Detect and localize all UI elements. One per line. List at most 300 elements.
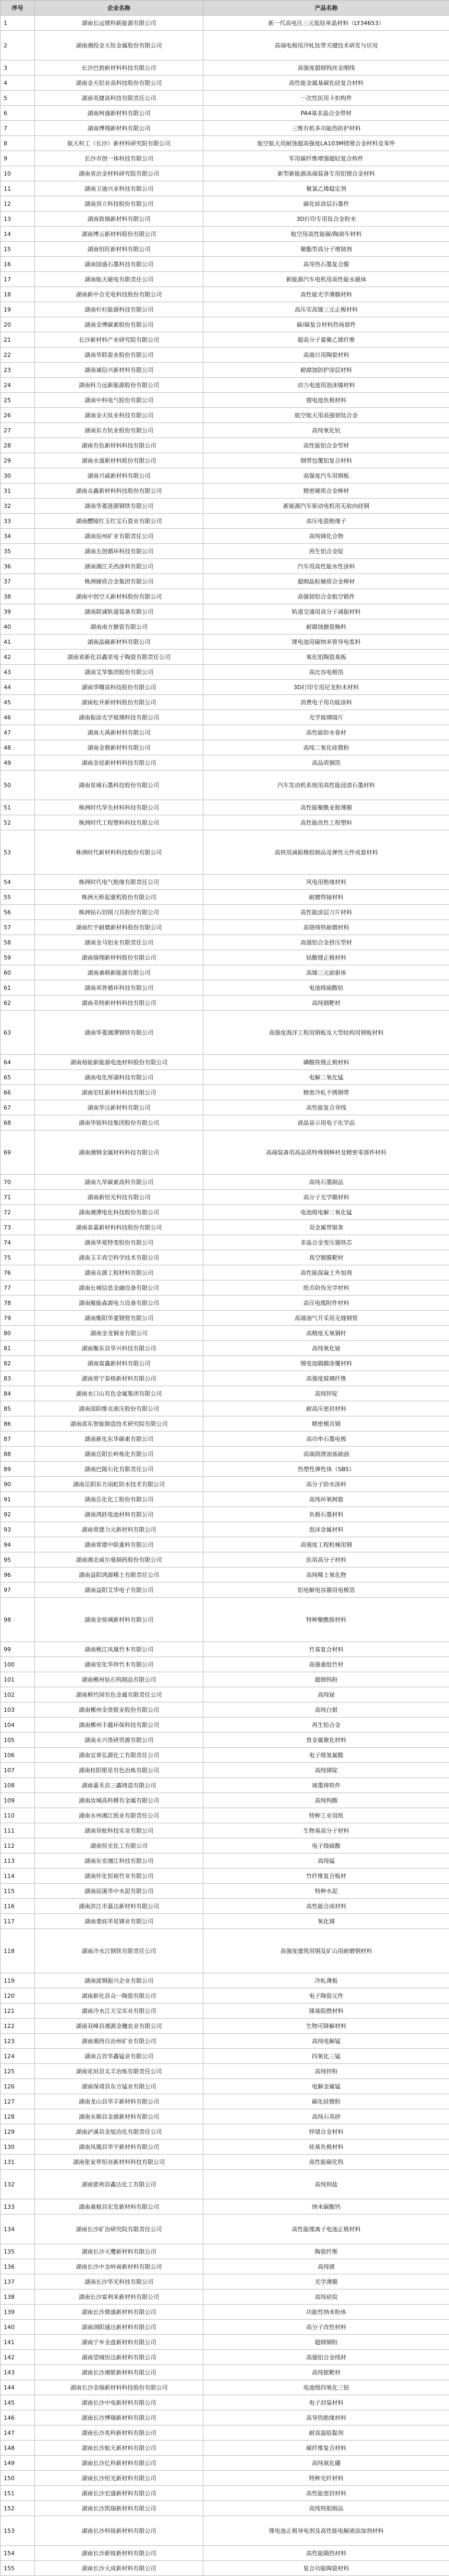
cell-product: 氧化锑 [203, 1914, 449, 1929]
cell-product: 高纯石墨制品 [203, 1175, 449, 1190]
table-row [1, 695, 449, 710]
cell-number: 44 [1, 680, 35, 695]
cell-number: 33 [1, 514, 35, 529]
table-row [1, 393, 449, 408]
cell-product: 高纯白银 [203, 1702, 449, 1718]
table-row [1, 438, 449, 453]
cell-product: 耐高压密封材料 [203, 1401, 449, 1416]
table-row [1, 2486, 449, 2501]
cell-number: 105 [1, 1733, 35, 1748]
cell-number: 117 [1, 1914, 35, 1929]
cell-company: 湖南益阳艾华电子有限公司 [35, 1583, 203, 1598]
cell-number: 34 [1, 529, 35, 544]
table-row [1, 2546, 449, 2561]
cell-company: 湖南岳化化工股份有限公司 [35, 1492, 203, 1507]
cell-company: 株洲硬质合金集团有限公司 [35, 574, 203, 589]
cell-product: 双金属带锯条 [203, 1220, 449, 1235]
table-row [1, 2441, 449, 2456]
cell-number: 29 [1, 453, 35, 468]
cell-product: 高纯氮化硼 [203, 2456, 449, 2471]
cell-number: 75 [1, 1250, 35, 1265]
cell-product: 高性能改性工程塑料 [203, 815, 449, 830]
cell-number: 127 [1, 2094, 35, 2109]
table-row [1, 468, 449, 483]
table-row [1, 1492, 449, 1507]
table-row [1, 1687, 449, 1702]
cell-company: 湖南柯盛新材料有限公司 [35, 106, 203, 121]
table-row [1, 2034, 449, 2049]
cell-product: 生物基高分子材料 [203, 1823, 449, 1838]
cell-product: 高纯锗 [203, 2259, 449, 2274]
table-row [1, 740, 449, 755]
cell-company: 湖南桑顿新能源有限公司 [35, 965, 203, 980]
cell-number: 47 [1, 725, 35, 740]
cell-number: 130 [1, 2139, 35, 2155]
table-row [1, 1642, 449, 1657]
cell-number: 94 [1, 1537, 35, 1552]
table-row [1, 980, 449, 995]
table-row [1, 2516, 449, 2546]
header-company: 企业名称 [35, 1, 203, 16]
cell-company: 湖南邦普循环科技有限公司 [35, 980, 203, 995]
cell-product: 精密冷轧不锈钢带 [203, 1085, 449, 1100]
table-row [1, 2003, 449, 2019]
table-row [1, 1205, 449, 1220]
cell-product: 液晶显示用电子化学品 [203, 1115, 449, 1130]
table-row [1, 619, 449, 634]
cell-number: 152 [1, 2501, 35, 2516]
table-row [1, 499, 449, 514]
cell-company: 湖南恒旺新材料有限公司 [35, 242, 203, 257]
cell-product: 高性能光学薄膜材料 [203, 287, 449, 302]
cell-product: 三维有机多功能热防护材料 [203, 121, 449, 136]
cell-number: 136 [1, 2259, 35, 2274]
cell-company: 湖南洪江市嘉达新材料有限公司 [35, 1899, 203, 1914]
cell-product: 再生铝合金锭 [203, 544, 449, 559]
table-row [1, 1011, 449, 1055]
table-row [1, 1507, 449, 1522]
cell-product: 磷酸铁锂正极材料 [203, 1055, 449, 1070]
cell-company: 湖南致瑞新材料有限公司 [35, 211, 203, 227]
table-row [1, 815, 449, 830]
cell-product: 高纯氧化钪 [203, 423, 449, 438]
cell-product: 贵金属催化材料 [203, 1733, 449, 1748]
cell-company: 湖南冷水江钢铁有限责任公司 [35, 1929, 203, 1973]
cell-company: 湖南新化东华碳素有限公司 [35, 1432, 203, 1447]
table-row [1, 1763, 449, 1778]
cell-product: 高纯硅烷 [203, 2289, 449, 2305]
table-row [1, 1853, 449, 1869]
cell-product: 高铁用减振橡胶制品及弹性元件成套材料 [203, 830, 449, 875]
cell-company: 湖南郴州钻石钨制品有限公司 [35, 1672, 203, 1687]
cell-company: 湖南永盛新材料股份有限公司 [35, 453, 203, 468]
cell-number: 72 [1, 1205, 35, 1220]
table-row [1, 950, 449, 965]
table-row [1, 514, 449, 529]
cell-number: 76 [1, 1265, 35, 1280]
cell-number: 143 [1, 2365, 35, 2380]
cell-number: 153 [1, 2516, 35, 2546]
cell-number: 86 [1, 1416, 35, 1432]
cell-company: 湖南众源工程材料有限公司 [35, 1265, 203, 1280]
table-row [1, 1115, 449, 1130]
cell-product: 特种聚酰胺材料 [203, 1598, 449, 1642]
table-row [1, 2139, 449, 2155]
cell-company: 湖南长沙航天新材料有限公司 [35, 2441, 203, 2456]
cell-company: 湖南长沙鼎盛新材料有限公司 [35, 2305, 203, 2320]
table-row [1, 604, 449, 619]
cell-product: 锌锗合金材料 [203, 2124, 449, 2139]
cell-product: 高纯锌粉 [203, 2064, 449, 2079]
table-row [1, 1070, 449, 1085]
cell-number: 110 [1, 1808, 35, 1823]
cell-company: 湖南泸溪县金旭冶化有限责任公司 [35, 2124, 203, 2139]
cell-company: 湖南涟钢振兴企业有限公司 [35, 1973, 203, 1988]
cell-product: 负极石墨材料 [203, 1507, 449, 1522]
cell-product: 高分子防水涂料 [203, 1477, 449, 1492]
cell-product: 高强度工程机械用钢 [203, 1537, 449, 1552]
table-row [1, 16, 449, 31]
cell-company: 湖南衡阳华菱钢管有限公司 [35, 1311, 203, 1326]
cell-company: 湖南湘潭电化科技股份有限公司 [35, 1205, 203, 1220]
table-row [1, 2320, 449, 2335]
cell-product: 竹纤维复合板材 [203, 1869, 449, 1884]
table-row [1, 1280, 449, 1296]
cell-company: 湖南长沙博瑞新材料有限公司 [35, 2410, 203, 2425]
table-row [1, 1477, 449, 1492]
cell-company: 湖南博云新材料股份有限公司 [35, 227, 203, 242]
cell-number: 2 [1, 31, 35, 60]
table-row [1, 332, 449, 347]
table-row [1, 2109, 449, 2124]
cell-product: 碳化硅涂层石墨件 [203, 196, 449, 211]
cell-company: 湖南大禹新材料有限公司 [35, 725, 203, 740]
table-row [1, 755, 449, 770]
cell-number: 120 [1, 1988, 35, 2003]
cell-product: 碳化硅微粉 [203, 2094, 449, 2109]
cell-number: 35 [1, 544, 35, 559]
cell-number: 38 [1, 589, 35, 604]
table-row [1, 1356, 449, 1371]
table-row [1, 920, 449, 935]
cell-company: 湖南永顺县金源新材料有限公司 [35, 2109, 203, 2124]
cell-product: 铝电解电容器用电极箔 [203, 1583, 449, 1598]
cell-number: 107 [1, 1763, 35, 1778]
cell-number: 118 [1, 1929, 35, 1973]
cell-number: 149 [1, 2456, 35, 2471]
cell-company: 湖南长沙华光科技有限公司 [35, 2274, 203, 2289]
table-row [1, 1265, 449, 1280]
cell-number: 116 [1, 1899, 35, 1914]
cell-number: 41 [1, 634, 35, 650]
cell-product: 冷轧薄板 [203, 1973, 449, 1988]
table-row [1, 2456, 449, 2471]
cell-product: 复合功能陶瓷材料 [203, 2561, 449, 2576]
cell-company: 湖南金天铝业高科技股份有限公司 [35, 76, 203, 91]
cell-number: 68 [1, 1115, 35, 1130]
cell-product: 一次性医用卡扣构件 [203, 91, 449, 106]
table-row [1, 634, 449, 650]
cell-product: 新型新能源高端装备专用铝锂合金材料 [203, 166, 449, 181]
cell-product: 电子陶瓷元件 [203, 1988, 449, 2003]
cell-number: 21 [1, 332, 35, 347]
cell-product: 军用碳纤维增强超轻复合构件 [203, 151, 449, 166]
cell-number: 45 [1, 695, 35, 710]
table-row [1, 2561, 449, 2576]
table-row [1, 483, 449, 499]
cell-company: 湖南华联瓷业股份有限公司 [35, 347, 203, 363]
cell-company: 湖南新化县众一陶瓷有限公司 [35, 1988, 203, 2003]
table-row [1, 1778, 449, 1793]
cell-product: 非晶合金变压器铁芯 [203, 1235, 449, 1250]
cell-number: 69 [1, 1130, 35, 1175]
cell-company: 湖南长城信息金融设备有限公司 [35, 1280, 203, 1296]
table-row [1, 196, 449, 211]
cell-product: 高性能混凝土外加剂 [203, 1265, 449, 1280]
table-row [1, 770, 449, 800]
table-row [1, 890, 449, 905]
table-row [1, 1914, 449, 1929]
cell-company: 湖南富鑫新材料有限公司 [35, 1356, 203, 1371]
cell-number: 7 [1, 121, 35, 136]
cell-number: 139 [1, 2305, 35, 2320]
cell-number: 121 [1, 2003, 35, 2019]
cell-company: 湖南金马铝业有限责任公司 [35, 935, 203, 950]
table-row [1, 2064, 449, 2079]
cell-product: 电池级四氧化三钴 [203, 2380, 449, 2395]
cell-product: 航空用高性能碳/陶刹车材料 [203, 227, 449, 242]
table-row [1, 136, 449, 151]
cell-number: 132 [1, 2170, 35, 2199]
table-row [1, 1598, 449, 1642]
cell-company: 湖南常德力元新材料有限公司 [35, 1522, 203, 1537]
cell-number: 40 [1, 619, 35, 634]
table-row [1, 1702, 449, 1718]
cell-product: 高导热绝缘材料 [203, 2410, 449, 2425]
table-row [1, 2214, 449, 2244]
cell-company: 湖南冷水江天宝实业有限公司 [35, 2003, 203, 2019]
cell-product: 竹基复合材料 [203, 1642, 449, 1657]
cell-number: 99 [1, 1642, 35, 1657]
cell-product: 超细钨粉 [203, 1672, 449, 1687]
cell-product: 动力电池用泡沫镍材料 [203, 378, 449, 393]
table-row [1, 2501, 449, 2516]
cell-company: 湖南长沙恒光新材料有限公司 [35, 2471, 203, 2486]
cell-number: 19 [1, 302, 35, 317]
cell-company: 湖南邵东智能制造技术研究院有限公司 [35, 1416, 203, 1432]
table-row [1, 1447, 449, 1462]
cell-number: 133 [1, 2199, 35, 2214]
cell-product: 电池级硫酸钴 [203, 980, 449, 995]
cell-product: 高性能聚酰亚胺薄膜 [203, 800, 449, 815]
table-row [1, 2305, 449, 2320]
cell-product: 高分子光学膜材料 [203, 1190, 449, 1205]
cell-number: 89 [1, 1462, 35, 1477]
cell-company: 湖南长沙新锐新材料有限公司 [35, 2546, 203, 2561]
table-row [1, 1884, 449, 1899]
cell-product: 高压电瓷绝缘子 [203, 514, 449, 529]
cell-product: 高品质铜箔 [203, 755, 449, 770]
cell-company: 湖南岳阳东方雨虹防水技术有限公司 [35, 1477, 203, 1492]
table-row [1, 1583, 449, 1598]
cell-number: 84 [1, 1386, 35, 1401]
cell-company: 湖南新中合光电科技股份有限公司 [35, 287, 203, 302]
cell-company: 湖南常德中联重科有限公司 [35, 1537, 203, 1552]
cell-product: 高铬铸铁耐磨材料 [203, 920, 449, 935]
cell-company: 湖南桑植县宏发新材料有限公司 [35, 2199, 203, 2214]
cell-number: 61 [1, 980, 35, 995]
table-row [1, 905, 449, 920]
cell-number: 62 [1, 995, 35, 1011]
cell-number: 63 [1, 1011, 35, 1055]
cell-company: 湖南龙山县华丰新材料有限公司 [35, 2094, 203, 2109]
cell-company: 湖南益阳鸿源稀土有限责任公司 [35, 1567, 203, 1583]
cell-company: 湖南衡东县华兴科技有限公司 [35, 1341, 203, 1356]
cell-product: 电子级氢氟酸 [203, 1748, 449, 1763]
table-row [1, 965, 449, 980]
table-row [1, 166, 449, 181]
table-row [1, 1793, 449, 1808]
table-row [1, 317, 449, 332]
cell-number: 92 [1, 1507, 35, 1522]
cell-product: 高性能金属基碳化硅复合材料 [203, 76, 449, 91]
cell-company: 湖南长沙中金岭南新材料有限公司 [35, 2259, 203, 2274]
cell-company: 湖南辰州矿业有限责任公司 [35, 529, 203, 544]
cell-number: 4 [1, 76, 35, 91]
table-row [1, 1823, 449, 1838]
cell-number: 49 [1, 755, 35, 770]
cell-number: 141 [1, 2335, 35, 2350]
cell-product: 高性能防水卷材 [203, 725, 449, 740]
cell-company: 株洲天桥起重机股份有限公司 [35, 890, 203, 905]
cell-company: 湖南长沙湘银新材料有限公司 [35, 2365, 203, 2380]
cell-number: 101 [1, 1672, 35, 1687]
table-row [1, 242, 449, 257]
cell-company: 湖南省冶金材料研究院有限公司 [35, 166, 203, 181]
table-row [1, 2335, 449, 2350]
cell-product: 高纯钨酸 [203, 1793, 449, 1808]
cell-product: 超细铜粉 [203, 2335, 449, 2350]
cell-product: 电子封装材料 [203, 2395, 449, 2410]
cell-company: 湖南柿竹园有色金属有限责任公司 [35, 1687, 203, 1702]
table-row [1, 2395, 449, 2410]
cell-product: 特种光纤材料 [203, 2471, 449, 2486]
cell-product: 高端日用陶瓷材料 [203, 347, 449, 363]
cell-product: 高纯稀土氧化物 [203, 1567, 449, 1583]
cell-company: 湖南金天钛业科技有限公司 [35, 408, 203, 423]
cell-product: 高强度超细钨丝金刚线 [203, 60, 449, 76]
cell-number: 27 [1, 423, 35, 438]
table-row [1, 1432, 449, 1447]
cell-company: 湖南国盛石墨科技有限公司 [35, 257, 203, 272]
cell-company: 湖南汝城高科稀有金属有限公司 [35, 1793, 203, 1808]
cell-number: 14 [1, 227, 35, 242]
cell-company: 湖南浏阳通达新材料有限公司 [35, 2320, 203, 2335]
cell-company: 湖南嘉禾县三鑫铸造有限公司 [35, 1778, 203, 1793]
table-row [1, 2244, 449, 2259]
cell-number: 52 [1, 815, 35, 830]
cell-product: 高纯二氧化硅微粉 [203, 740, 449, 755]
cell-product: 高纯铋 [203, 1687, 449, 1702]
cell-company: 湖南华菱湘潭钢铁有限公司 [35, 1011, 203, 1055]
cell-company: 湖南中科电气股份有限公司 [35, 393, 203, 408]
table-row [1, 2365, 449, 2380]
table-row [1, 2471, 449, 2486]
cell-number: 15 [1, 242, 35, 257]
table-row [1, 423, 449, 438]
cell-number: 71 [1, 1190, 35, 1205]
cell-number: 58 [1, 935, 35, 950]
cell-number: 114 [1, 1869, 35, 1884]
cell-company: 湖南博翔新材料有限公司 [35, 121, 203, 136]
cell-product: 纸币防伪光学材料 [203, 1280, 449, 1296]
cell-number: 147 [1, 2425, 35, 2441]
cell-product: 四氧化三锰 [203, 2049, 449, 2064]
cell-product: 热塑性弹性体（SBS） [203, 1462, 449, 1477]
cell-company: 湖南异蛇科技实业有限公司 [35, 1823, 203, 1838]
cell-product: 耐腐蚀搪瓷釉料 [203, 619, 449, 634]
table-row [1, 710, 449, 725]
cell-company: 湖南长沙亿科新材料有限公司 [35, 2456, 203, 2471]
cell-product: 高性能隔热材料 [203, 2546, 449, 2561]
table-row [1, 1988, 449, 2003]
cell-company: 湖南振添光学玻璃科技有限公司 [35, 710, 203, 725]
cell-company: 长沙新材料产业研究院有限公司 [35, 332, 203, 347]
cell-product: 消费电子用功能涂料 [203, 695, 449, 710]
table-row [1, 227, 449, 242]
cell-product: 高强韧铝合金航空锻件 [203, 589, 449, 604]
cell-product: 高纯石英砂 [203, 2109, 449, 2124]
cell-number: 23 [1, 363, 35, 378]
table-row [1, 1190, 449, 1205]
cell-company: 湖南金昆新材料科技有限公司 [35, 755, 203, 770]
cell-product: 高端油气开采用无缝钢管 [203, 1311, 449, 1326]
cell-company: 湖南常宁泰格新材料有限公司 [35, 1371, 203, 1386]
cell-company: 湖南郴州丰越环保科技有限公司 [35, 1718, 203, 1733]
cell-company: 湖南美特新材料科技有限公司 [35, 995, 203, 1011]
cell-company: 湖南鸿跃电池材料有限公司 [35, 1507, 203, 1522]
cell-number: 137 [1, 2274, 35, 2289]
cell-number: 5 [1, 91, 35, 106]
table-row [1, 1567, 449, 1583]
cell-product: 3D打印专用钛合金粉末 [203, 211, 449, 227]
cell-number: 59 [1, 950, 35, 965]
cell-number: 64 [1, 1055, 35, 1070]
cell-company: 湖南湘北威尔曼制药股份有限公司 [35, 1552, 203, 1567]
table-row [1, 1235, 449, 1250]
cell-number: 60 [1, 965, 35, 980]
cell-product: 航空航天用高强韧钛合金 [203, 408, 449, 423]
cell-number: 80 [1, 1326, 35, 1341]
cell-product: 高强度玻璃纤维 [203, 1371, 449, 1386]
table-row [1, 2170, 449, 2199]
cell-product: 聚氯乙烯稳定剂 [203, 181, 449, 196]
cell-product: 高强铝合金线材 [203, 2350, 449, 2365]
cell-company: 湖南华曙高科技股份有限公司 [35, 680, 203, 695]
cell-number: 106 [1, 1748, 35, 1763]
table-row [1, 2350, 449, 2365]
cell-company: 湖南裕能新能源电池材料股份有限公司 [35, 1055, 203, 1070]
table-row [1, 1973, 449, 1988]
cell-number: 96 [1, 1567, 35, 1583]
cell-company: 湖南省新化县鑫星电子陶瓷有限责任公司 [35, 650, 203, 665]
cell-product: 高功率石墨电极 [203, 1432, 449, 1447]
table-row [1, 1748, 449, 1763]
cell-number: 54 [1, 875, 35, 890]
cell-company: 株洲时代华先材料科技有限公司 [35, 800, 203, 815]
cell-product: 高性能合成材料 [203, 1899, 449, 1914]
cell-product: 锑基阻燃材料 [203, 2003, 449, 2019]
